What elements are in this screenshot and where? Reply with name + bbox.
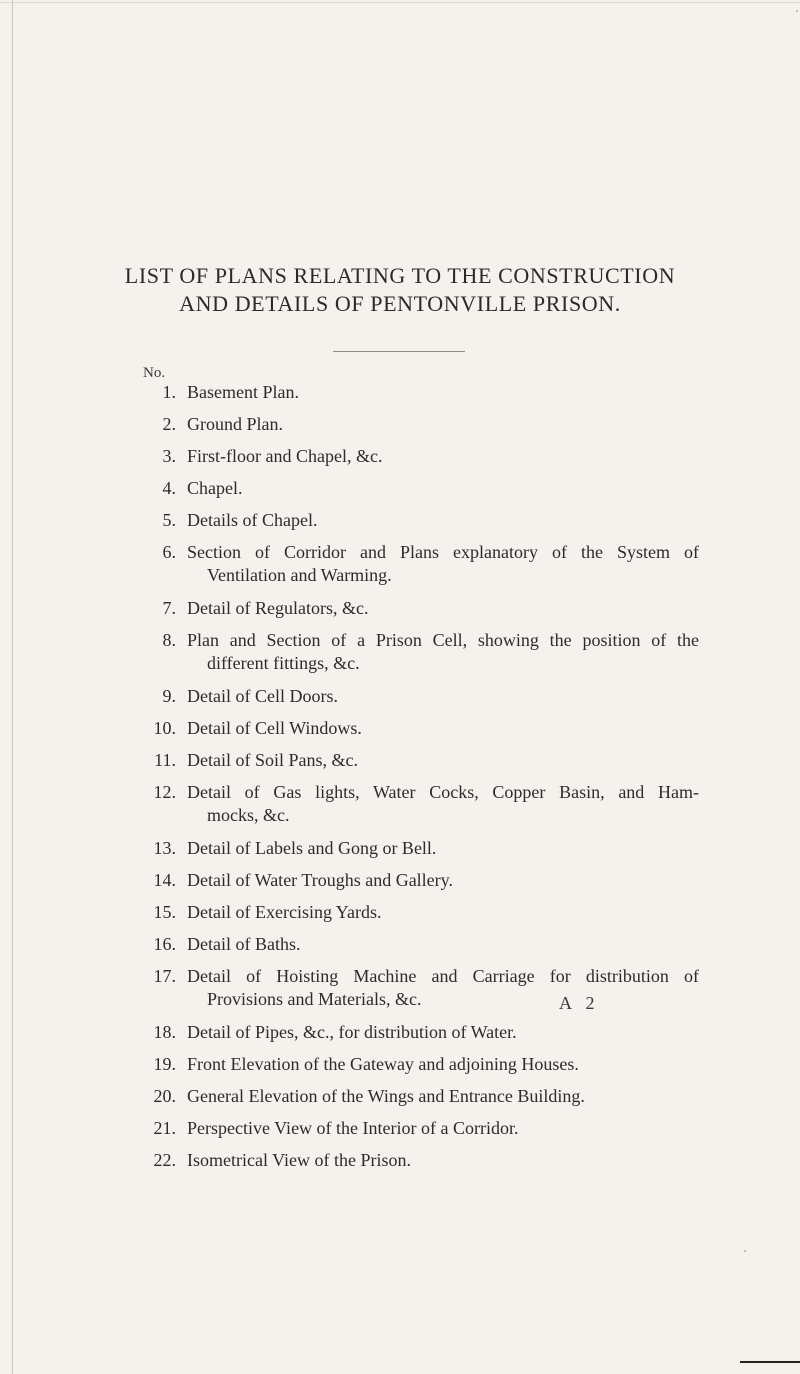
item-text-continuation: Provisions and Materials, &c. — [207, 989, 422, 1009]
item-text: Detail of Cell Doors. — [187, 686, 338, 706]
item-text: Detail of Pipes, &c., for distribution of Water. — [187, 1022, 517, 1042]
item-text: Plan and Section of a Prison Cell, showing the position of the — [187, 630, 699, 650]
item-text: First-floor and Chapel, &c. — [187, 446, 383, 466]
item-number: 15. — [153, 902, 176, 922]
item-text: Ground Plan. — [187, 414, 283, 434]
item-text: Details of Chapel. — [187, 510, 318, 530]
item-number: 17. — [153, 966, 176, 986]
item-number: 1. — [162, 382, 176, 402]
item-text: Detail of Soil Pans, &c. — [187, 750, 358, 770]
paper-speck — [796, 10, 798, 12]
page-bottom-edge — [740, 1361, 800, 1363]
item-number: 2. — [162, 414, 176, 434]
paper-speck — [744, 1250, 746, 1252]
item-text: Perspective View of the Interior of a Corridor. — [187, 1118, 519, 1138]
item-text: Chapel. — [187, 478, 243, 498]
item-number: 9. — [162, 686, 176, 706]
item-text: Detail of Hoisting Machine and Carriage for distribution of — [187, 966, 699, 986]
item-text: Detail of Cell Windows. — [187, 718, 362, 738]
item-number: 19. — [153, 1054, 176, 1074]
item-number: 11. — [154, 750, 176, 770]
item-number: 20. — [153, 1086, 176, 1106]
item-number: 13. — [153, 838, 176, 858]
item-number: 10. — [153, 718, 176, 738]
item-number: 3. — [162, 446, 176, 466]
page-left-edge — [12, 0, 13, 1374]
number-column-header: No. — [143, 365, 166, 381]
item-text: Detail of Regulators, &c. — [187, 598, 369, 618]
item-number: 5. — [162, 510, 176, 530]
item-text: Detail of Gas lights, Water Cocks, Copper Basin, and Ham- — [187, 782, 699, 802]
page-top-edge — [0, 2, 800, 3]
item-text: Isometrical View of the Prison. — [187, 1150, 412, 1170]
item-number: 21. — [153, 1118, 176, 1138]
item-text-continuation: mocks, &c. — [207, 805, 290, 825]
page-title — [40, 262, 760, 318]
item-text: Detail of Baths. — [187, 934, 301, 954]
item-text: Section of Corridor and Plans explanatory of the System of — [187, 542, 699, 562]
item-number: 12. — [153, 782, 176, 802]
page-signature: A 2 — [559, 993, 600, 1013]
item-text: Detail of Exercising Yards. — [187, 902, 382, 922]
item-number: 18. — [153, 1022, 176, 1042]
item-number: 8. — [162, 630, 176, 650]
title-divider — [333, 351, 465, 352]
item-number: 16. — [153, 934, 176, 954]
item-text-continuation: different fittings, &c. — [207, 653, 360, 673]
item-text: Detail of Water Troughs and Gallery. — [187, 870, 454, 890]
item-number: 4. — [162, 478, 176, 498]
item-number: 14. — [153, 870, 176, 890]
item-text: Front Elevation of the Gateway and adjoining Houses. — [187, 1054, 579, 1074]
item-text: General Elevation of the Wings and Entrance Building. — [187, 1086, 585, 1106]
title-line-1: LIST OF PLANS RELATING TO THE CONSTRUCTION — [124, 263, 676, 288]
item-number: 22. — [153, 1150, 176, 1170]
title-line-2: AND DETAILS OF PENTONVILLE PRISON. — [179, 291, 621, 316]
item-number: 6. — [162, 542, 176, 562]
item-text: Basement Plan. — [187, 382, 299, 402]
item-text: Detail of Labels and Gong or Bell. — [187, 838, 437, 858]
item-text-continuation: Ventilation and Warming. — [207, 565, 392, 585]
item-number: 7. — [162, 598, 176, 618]
